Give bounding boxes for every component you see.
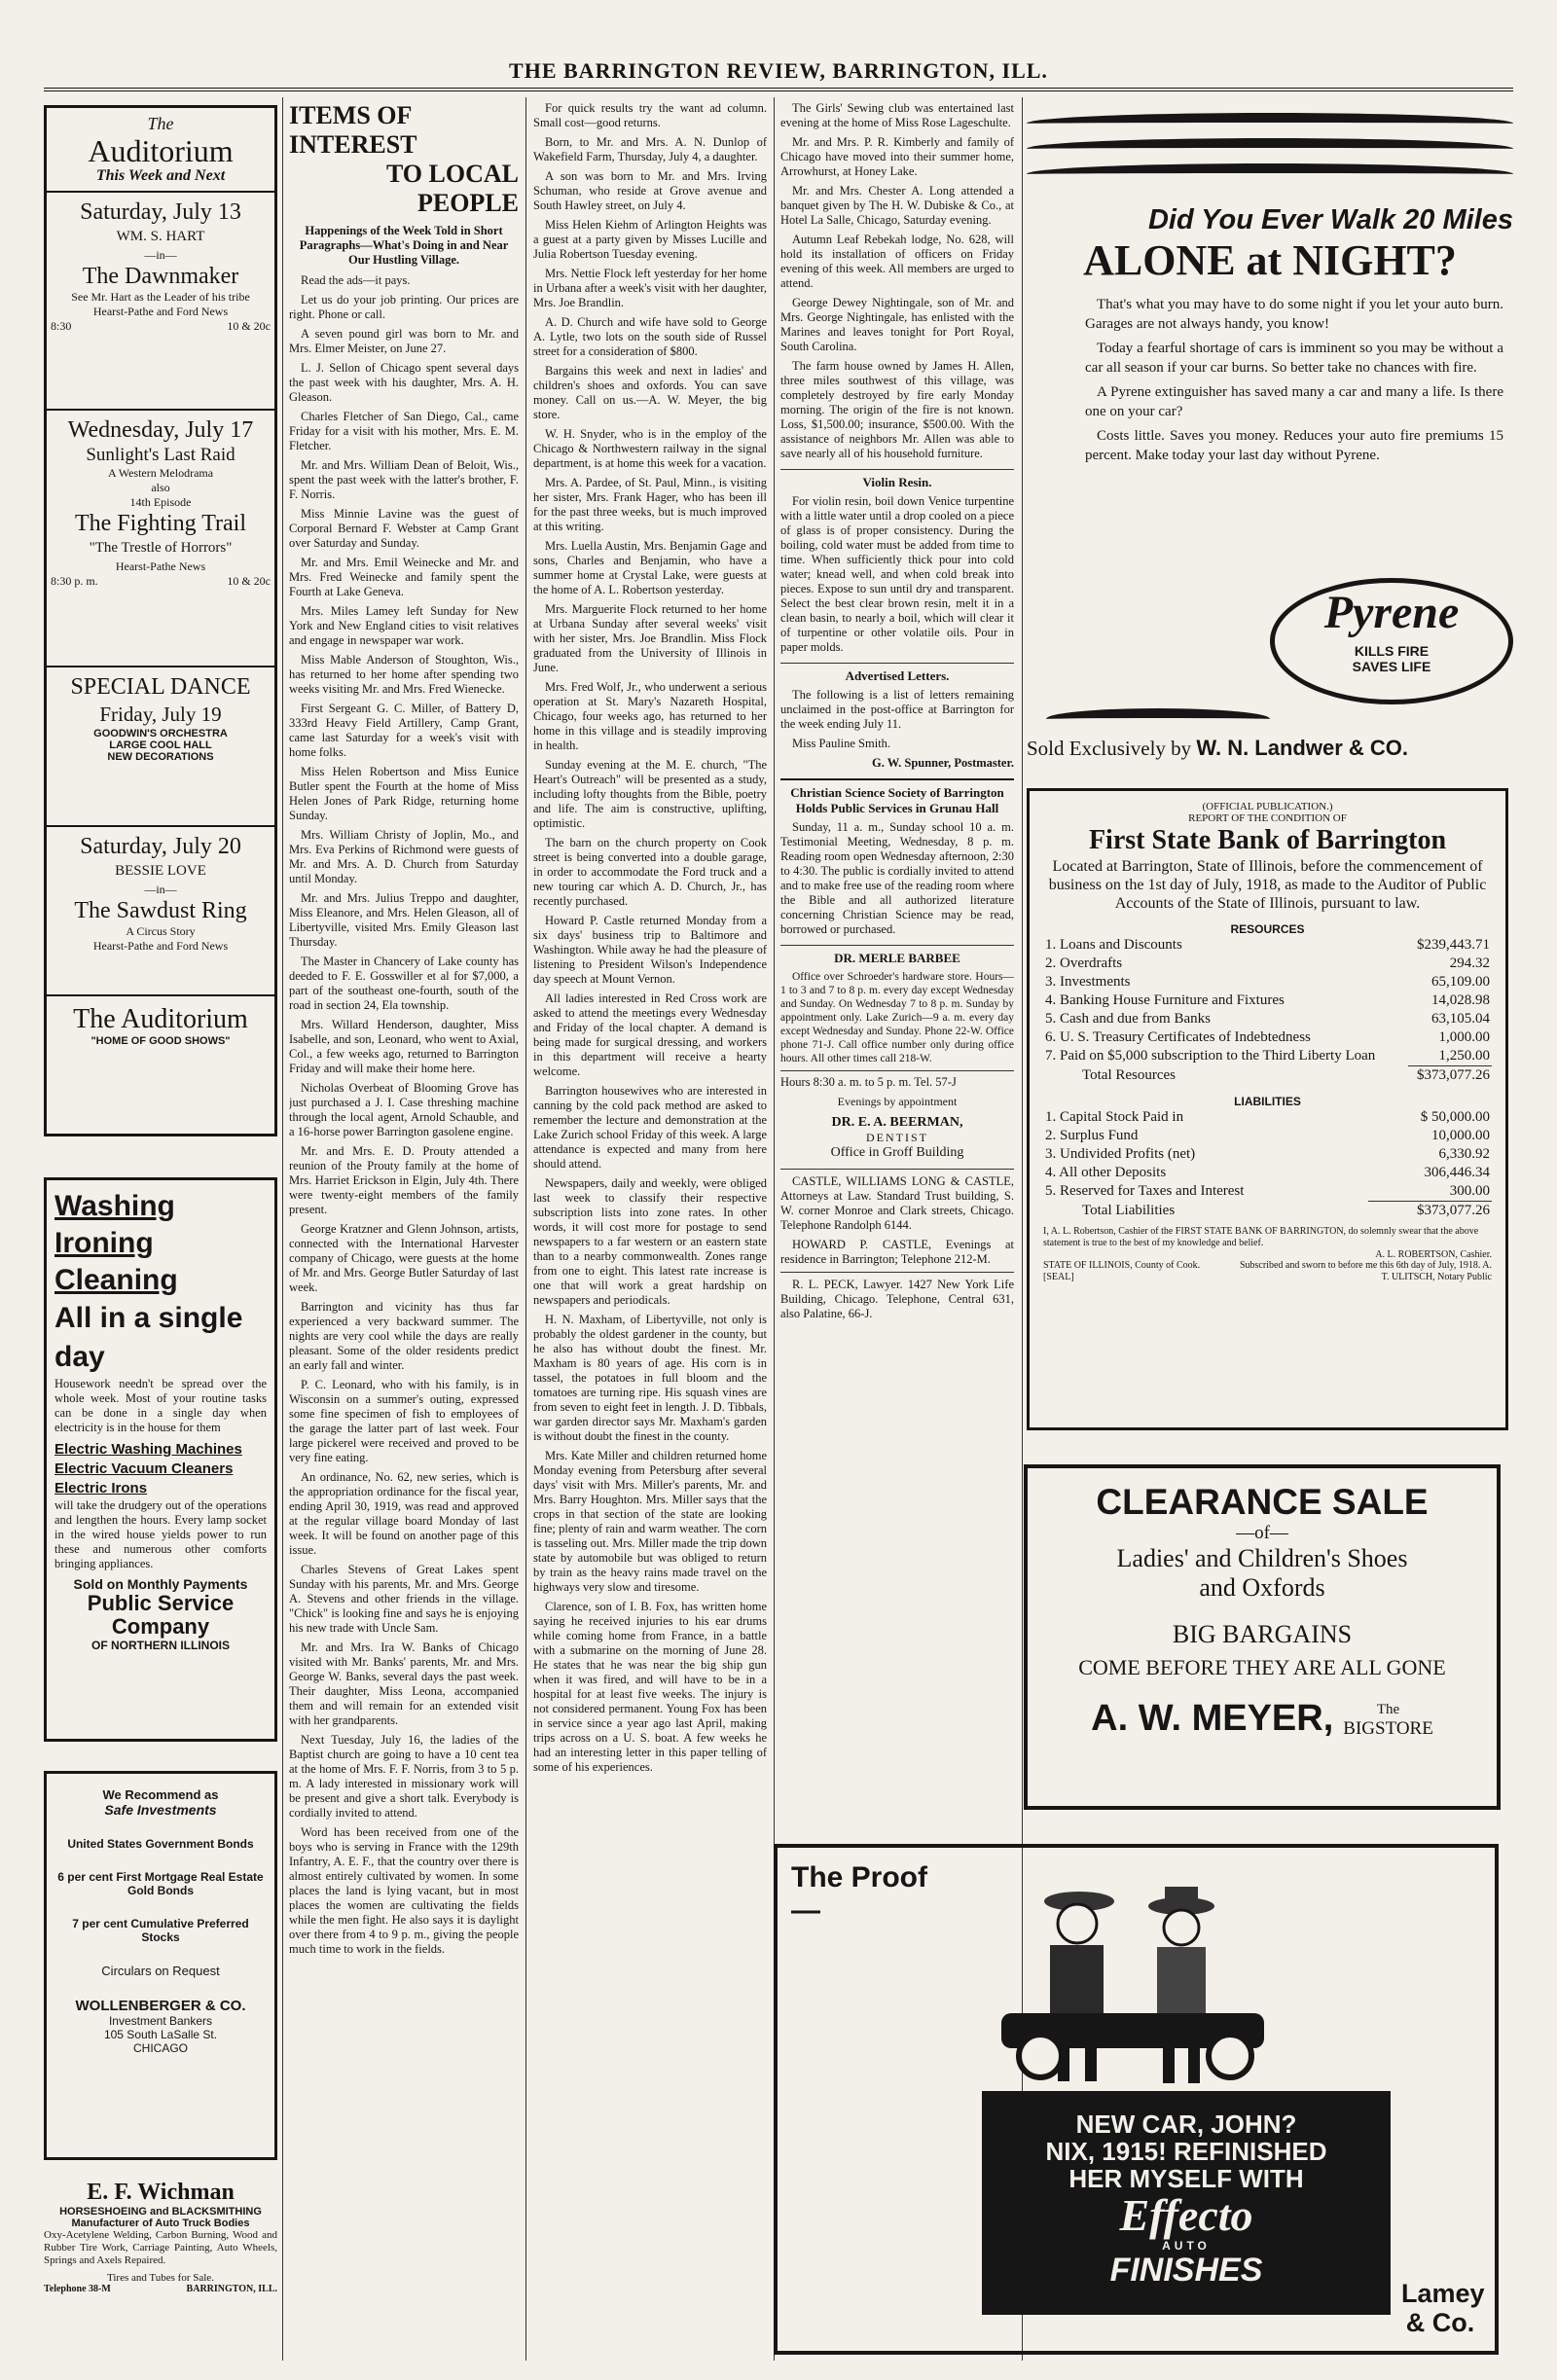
effecto-dealer: Lamey & Co. xyxy=(1401,2279,1485,2337)
wb-city: CHICAGO xyxy=(132,2041,188,2055)
dance-block xyxy=(47,667,274,827)
violin-title: Violin Resin. xyxy=(780,469,1014,490)
table-row xyxy=(1043,1182,1492,1202)
wave-decoration xyxy=(1027,113,1513,134)
effecto-finishes: FINISHES xyxy=(1109,2252,1263,2289)
column-rule xyxy=(525,97,526,2361)
news-paragraph: Mrs. Fred Wolf, Jr., who underwent a serious operation at St. Mary's Nazareth Hospital, Chicago, four weeks ago, has returned to her home in this village and is steadily improving in health. xyxy=(533,680,767,752)
wichman-contact xyxy=(44,2284,277,2294)
meyer-bigstore: BIGSTORE xyxy=(1343,1718,1433,1739)
barbee-name: DR. MERLE BARBEE xyxy=(780,945,1014,966)
row-value: 300.00 xyxy=(1449,1183,1490,1199)
news-paragraph: Howard P. Castle returned Monday from a six days' business trip to Baltimore and Washington. While away he had the pleasure of listening to President Wilson's Independence day speech at Mount Vernon. xyxy=(533,914,767,986)
news-paragraph: All ladies interested in Red Cross work are asked to attend the meetings every Wednesday and Friday of the local chapter. A demand is being made for surgical dressing, and workers in this department will receive a hearty welcome. xyxy=(533,992,767,1078)
table-row xyxy=(1043,1127,1492,1145)
dance-orchestra: GOODWIN'S ORCHESTRA xyxy=(93,728,228,739)
dance-date: Friday, July 19 xyxy=(99,703,222,726)
show-title: The Sawdust Ring xyxy=(74,898,247,923)
items-column xyxy=(289,101,519,2368)
show-note: 14th Episode xyxy=(129,495,192,509)
ps-headline: Washing xyxy=(54,1190,175,1222)
table-row xyxy=(1043,1028,1492,1047)
meyer-the: The xyxy=(1376,1702,1400,1717)
news-paragraph: Mrs. Willard Henderson, daughter, Miss Isabelle, and son, Leonard, who went to Axial, Col., a few weeks ago, returned to Barrington Friday and will make their home here. xyxy=(289,1018,519,1075)
news-paragraph: For quick results try the want ad column. Small cost—good returns. xyxy=(533,101,767,129)
show-in: —in— xyxy=(144,883,177,896)
news-paragraph: A seven pound girl was born to Mr. and Mrs. Elmer Meister, on June 27. xyxy=(289,327,519,355)
liabilities-title: LIABILITIES xyxy=(1234,1095,1301,1108)
news-paragraph: Mr. and Mrs. P. R. Kimberly and family of Chicago have moved into their summer home, Arrowhurst, at Honey Lake. xyxy=(780,135,1014,178)
beerman-title: DENTIST xyxy=(866,1131,928,1144)
bank-affidavit: I, A. L. Robertson, Cashier of the FIRST STATE BANK OF BARRINGTON, do solemnly swear that the above statement is true to the best of my knowledge and belief. xyxy=(1043,1226,1479,1248)
beerman-name: DR. E. A. BEERMAN, xyxy=(831,1115,963,1130)
ps-text: will take the drudgery out of the operations and lengthen the hours. Every lamp socket in the wired house yields power to run these and numerous other comforts bringing appliances. xyxy=(54,1498,267,1570)
bank-name: First State Bank of Barrington xyxy=(1088,825,1447,855)
ps-company: Public Service Company xyxy=(87,1591,235,1639)
meyer-ad xyxy=(1024,1464,1501,1810)
row-value: $239,443.71 xyxy=(1417,937,1490,953)
column-three-body xyxy=(533,101,767,1775)
resources-total-row xyxy=(1043,1066,1492,1086)
row-value: 294.32 xyxy=(1449,956,1490,971)
row-label: 1. Loans and Discounts xyxy=(1045,937,1182,953)
dance-hall: LARGE COOL HALL xyxy=(109,739,212,751)
show-time-row xyxy=(51,574,271,589)
sale-bargains: BIG BARGAINS xyxy=(1172,1620,1353,1648)
resources-total: $373,077.26 xyxy=(1408,1066,1492,1086)
wb-intro: We Recommend as xyxy=(102,1787,219,1802)
show-note: A Circus Story xyxy=(126,924,196,938)
bank-official: (OFFICIAL PUBLICATION.) xyxy=(1202,801,1333,812)
auditorium-subtitle: This Week and Next xyxy=(95,167,226,184)
beerman-office: Office in Groff Building xyxy=(830,1145,964,1160)
row-label: 4. All other Deposits xyxy=(1045,1165,1167,1180)
bank-intro: Located at Barrington, State of Illinois, before the commencement of business on the 1st day of July, 1918, as made to the Auditor of Public Accounts of the State of Illinois, pursuant to law. xyxy=(1048,858,1487,912)
news-paragraph: Mrs. Kate Miller and children returned home Monday evening from Petersburg after several days' visit with Mrs. Miller's parents, Mr. and Mrs. Barry Houghton. Mrs. Miller says that the crops in that section of the state are looking fine; plenty of rain and warm weather. The corn is tasseling out. Mrs. Miller made the trip down state by automobile but was obliged to return by train as the heavy rains made travel on the highways very slow and tiresome. xyxy=(533,1449,767,1594)
column-three xyxy=(533,101,767,2368)
dance-title: SPECIAL DANCE xyxy=(70,674,251,700)
row-label: 2. Surplus Fund xyxy=(1045,1128,1139,1143)
news-paragraph: W. H. Snyder, who is in the employ of the Chicago & Northwestern railway in the signal department, is at home this week for a vacation. xyxy=(533,427,767,470)
pyrene-sold-label: Sold Exclusively by xyxy=(1027,737,1192,760)
show-block xyxy=(47,827,274,996)
show-date: Saturday, July 20 xyxy=(80,834,241,859)
news-paragraph: Miss Helen Robertson and Miss Eunice Butler spent the Fourth at the home of Miss Helen Jones of Park Ridge, returning home Sunday. xyxy=(289,765,519,822)
items-kicker: Happenings of the Week Told in Short Paragraphs—What's Doing in and Near Our Hustling Village. xyxy=(299,224,509,267)
wb-address: 105 South LaSalle St. xyxy=(103,2028,218,2041)
news-paragraph: Miss Mable Anderson of Stoughton, Wis., has returned to her home after spending two weeks visiting Mr. and Mrs. Fred Wienecke. xyxy=(289,653,519,696)
cs-text: Sunday, 11 a. m., Sunday school 10 a. m. Testimonial Meeting, Wednesday, 8 p. m. Reading room open Wednesday afternoon, 2:30 to 4:30. The public is cordially invited to attend and to make free use of the reading room where the Bible and all authorized literature concerning Christian Science may be read, borrowed or purchased. xyxy=(780,820,1014,936)
wichman-name: E. F. Wichman xyxy=(87,2180,235,2205)
wb-item: United States Government Bonds xyxy=(67,1837,254,1851)
row-value: 65,109.00 xyxy=(1431,974,1490,990)
news-paragraph: Barrington housewives who are interested in canning by the cold pack method are asked to remember the lecture and demonstration at the Lake Zurich school Friday of this week. A large attendance is expected and many from here should attend. xyxy=(533,1084,767,1171)
sale-of: —of— xyxy=(1236,1523,1288,1543)
beerman-eve: Evenings by appointment xyxy=(837,1095,958,1108)
effecto-line: HER MYSELF WITH xyxy=(1068,2164,1304,2193)
pyrene-logo-tag: SAVES LIFE xyxy=(1352,659,1431,674)
wb-item: 7 per cent Cumulative Preferred Stocks xyxy=(72,1917,249,1944)
items-headline: TO LOCAL PEOPLE xyxy=(385,160,519,217)
news-paragraph: Read the ads—it pays. xyxy=(301,273,411,287)
table-row xyxy=(1043,1145,1492,1164)
news-paragraph: Autumn Leaf Rebekah lodge, No. 628, will hold its installation of officers on Friday evening of this week. All members are urged to attend. xyxy=(780,233,1014,290)
table-row xyxy=(1043,936,1492,955)
show-block xyxy=(47,411,274,667)
table-row xyxy=(1043,1164,1492,1182)
show-note: See Mr. Hart as the Leader of his tribe xyxy=(71,290,250,304)
effecto-auto: AUTO xyxy=(1162,2239,1211,2253)
wichman-tires: Tires and Tubes for Sale. xyxy=(107,2272,214,2284)
row-label: 7. Paid on $5,000 subscription to the Third Liberty Loan xyxy=(1045,1048,1376,1064)
ps-item: Electric Vacuum Cleaners xyxy=(54,1460,234,1477)
ps-item: Electric Washing Machines xyxy=(54,1441,242,1458)
news-paragraph: Charles Stevens of Great Lakes spent Sunday with his parents, Mr. and Mrs. George A. Stevens and other friends in the village. "Chick" is looking fine and says he is enjoying his new trade with Uncle Sam. xyxy=(289,1563,519,1635)
meyer-store xyxy=(1343,1702,1433,1740)
row-label: 4. Banking House Furniture and Fixtures xyxy=(1045,992,1285,1008)
auditorium-header xyxy=(47,108,274,193)
bank-seal: [SEAL] xyxy=(1043,1272,1074,1282)
pyrene-paragraph: A Pyrene extinguisher has saved many a car and many a life. Is there one on your car? xyxy=(1085,384,1503,419)
news-paragraph: George Dewey Nightingale, son of Mr. and Mrs. George Nightingale, has enlisted with the Marines and leaves tonight for Port Royal, South Carolina. xyxy=(780,296,1014,353)
liabilities-table xyxy=(1043,1108,1492,1220)
wave-decoration xyxy=(1046,708,1270,730)
news-paragraph: Let us do your job printing. Our prices are right. Phone or call. xyxy=(289,293,519,321)
news-paragraph: Barrington and vicinity has thus far experienced a very backward summer. The nights are very cool while the days are really pleasant. Some of the older residents predict an early fall and winter. xyxy=(289,1300,519,1372)
show-date: Saturday, July 13 xyxy=(80,199,241,225)
beerman-hours: Hours 8:30 a. m. to 5 p. m. Tel. 57-J xyxy=(780,1070,1014,1090)
sale-line: Ladies' and Children's Shoes xyxy=(1116,1544,1408,1572)
auditorium-footer xyxy=(47,996,274,1055)
letters-title: Advertised Letters. xyxy=(780,663,1014,684)
meyer-name: A. W. MEYER, xyxy=(1091,1698,1334,1739)
wb-intro2: Safe Investments xyxy=(104,1802,217,1818)
news-paragraph: Mrs. Luella Austin, Mrs. Benjamin Gage and sons, Charles and Benjamin, who have a summer home at Crystal Lake, were guests at the home of A. L. Robertson yesterday. xyxy=(533,539,767,596)
pyrene-seller: W. N. Landwer & CO. xyxy=(1196,736,1408,760)
row-value: 6,330.92 xyxy=(1438,1146,1490,1162)
pyrene-paragraph: That's what you may have to do some night if you let your auto burn. Garages are not always handy, you know! xyxy=(1085,297,1503,332)
row-label: 3. Investments xyxy=(1045,974,1131,990)
news-paragraph: Bargains this week and next in ladies' and children's shoes and oxfords. You can save money. Call on us.—A. W. Meyer, the big store. xyxy=(533,364,767,421)
news-paragraph: Mr. and Mrs. Julius Treppo and daughter, Miss Eleanore, and Mrs. Helen Gleason, all of Libertyville, visited Mrs. Emily Gleason last Thursday. xyxy=(289,891,519,949)
bank-cashier: A. L. ROBERTSON, Cashier. xyxy=(1375,1249,1492,1260)
column-rule xyxy=(282,97,283,2361)
row-value: 14,028.98 xyxy=(1431,992,1490,1008)
sale-line: and Oxfords xyxy=(1199,1573,1325,1602)
resources-title: RESOURCES xyxy=(1230,922,1305,936)
show-time: 8:30 p. m. xyxy=(51,574,98,588)
liabilities-total: $373,077.26 xyxy=(1368,1202,1492,1221)
sale-come: COME BEFORE THEY ARE ALL GONE xyxy=(1078,1655,1446,1679)
news-paragraph: A. D. Church and wife have sold to George A. Lytle, two lots on the south side of Russel street for a consideration of $800. xyxy=(533,315,767,358)
news-paragraph: An ordinance, No. 62, new series, which is the appropriation ordinance for the fiscal year, ending April 30, 1919, was read and approved at the regular village board Monday of last week. It will be found on another page of this issue. xyxy=(289,1470,519,1557)
liabilities-total-label: Total Liabilities xyxy=(1082,1202,1176,1218)
pyrene-logo-text: Pyrene xyxy=(1323,587,1460,638)
show-time: 8:30 xyxy=(51,319,72,333)
figure-right xyxy=(1148,1887,1214,2083)
car-illustration xyxy=(962,1867,1284,2091)
ps-text: Housework needn't be spread over the whole week. Most of your routine tasks can be done in a single day when electricity is in the house for them xyxy=(54,1377,267,1434)
masthead: THE BARRINGTON REVIEW, BARRINGTON, ILL. xyxy=(44,58,1513,91)
row-label: 3. Undivided Profits (net) xyxy=(1045,1146,1196,1162)
row-label: 1. Capital Stock Paid in xyxy=(1045,1109,1184,1125)
pyrene-headline: Did You Ever Walk 20 Miles xyxy=(1147,204,1513,235)
ps-slogan: All in a single day xyxy=(54,1302,243,1373)
bank-state: STATE OF ILLINOIS, County of Cook. xyxy=(1043,1260,1201,1271)
wichman-trade: HORSESHOEING and BLACKSMITHING xyxy=(59,2206,262,2218)
castle-text: CASTLE, WILLIAMS LONG & CASTLE, Attorneys at Law. Standard Trust building, S. W. corner Monroe and Clark streets, Chicago. Telephone Randolph 6144. xyxy=(780,1169,1014,1233)
show-block xyxy=(47,193,274,411)
show-date: Wednesday, July 17 xyxy=(67,417,254,443)
news-paragraph: Newspapers, daily and weekly, were obliged last week to classify their respective subscription lists into zone rates. In other words, it will cost more for postage to send newspapers to a far western or an eastern state than to a nearby commonwealth. Zones range from one to eight. This latest rate increase is one that will work a great hardship on newspapers and periodicals. xyxy=(533,1176,767,1307)
effecto-ad xyxy=(774,1844,1499,2355)
sale-title: CLEARANCE SALE xyxy=(1096,1482,1429,1522)
news-paragraph: Mrs. Miles Lamey left Sunday for New York and New England cities to visit relatives and engage in newspaper war work. xyxy=(289,604,519,647)
items-headline: ITEMS OF INTEREST xyxy=(289,101,417,159)
wichman-text: Oxy-Acetylene Welding, Carbon Burning, Wood and Rubber Tire Work, Carriage Painting, Auto Wheels, Springs and Axels Repaired. xyxy=(44,2229,277,2266)
show-time-row xyxy=(51,319,271,334)
wichman-ad xyxy=(44,2180,277,2355)
news-paragraph: Next Tuesday, July 16, the ladies of the Baptist church are going to have a 10 cent tea at the home of Mrs. F. F. Norris, from 3 to 5 p. m. A lady interested in missionary work will be present and give a short talk. Everybody is cordially invited to attend. xyxy=(289,1733,519,1820)
show-star: WM. S. HART xyxy=(116,229,205,244)
bank-notary: Subscribed and sworn to before me this 6th day of July, 1918. A. T. ULITSCH, Notary Public xyxy=(1239,1260,1492,1282)
wb-item: 6 per cent First Mortgage Real Estate Gold Bonds xyxy=(57,1870,264,1897)
letters-name: Miss Pauline Smith. xyxy=(792,737,891,750)
resources-total-label: Total Resources xyxy=(1082,1066,1177,1083)
news-paragraph: Mr. and Mrs. Chester A. Long attended a banquet given by The H. W. Dubiske & Co., at Hotel La Salle, Chicago, Saturday evening. xyxy=(780,184,1014,227)
news-paragraph: George Kratzner and Glenn Johnson, artists, connected with the International Harvester company of Chicago, were guests at the home of Mr. and Mrs. George Butler Saturday of last week. xyxy=(289,1222,519,1294)
peck-text: R. L. PECK, Lawyer. 1427 New York Life Building, Chicago. Telephone, Central 631, also Palatine, 66-J. xyxy=(780,1272,1014,1321)
items-body xyxy=(289,273,519,1957)
bank-state-block xyxy=(1043,1260,1209,1283)
news-paragraph: First Sergeant G. C. Miller, of Battery D, 333rd Heavy Field Artillery, Camp Grant, came last Saturday for a week's visit with home folks. xyxy=(289,702,519,759)
table-row xyxy=(1043,955,1492,973)
pyrene-logo-tag: KILLS FIRE xyxy=(1354,643,1430,659)
letters-text: The following is a list of letters remaining unclaimed in the post-office at Barrington for the week ending July 11. xyxy=(780,688,1014,731)
meyer-signature xyxy=(1041,1698,1483,1740)
row-value: 1,000.00 xyxy=(1438,1029,1490,1045)
show-title: The Fighting Trail xyxy=(74,511,247,536)
auditorium-footer-tag: "HOME OF GOOD SHOWS" xyxy=(91,1035,231,1047)
wb-name: WOLLENBERGER & CO. xyxy=(75,1998,246,2014)
show-title: The Dawnmaker xyxy=(82,264,239,289)
wave-decoration xyxy=(1027,163,1513,185)
wave-decoration xyxy=(1027,138,1513,160)
pyrene-ad xyxy=(1027,101,1513,773)
ps-region: OF NORTHERN ILLINOIS xyxy=(91,1639,230,1652)
table-row xyxy=(1043,973,1492,992)
news-paragraph: The farm house owned by James H. Allen, three miles southwest of this village, was completely destroyed by fire early Monday morning. The origin of the fire is not known. Loss, $1,500.00; insurance, $500.00. With the assistance of neighbors Mr. Allen was able to save nearly all of his household furniture. xyxy=(780,359,1014,460)
wollenberger-ad xyxy=(44,1771,277,2160)
show-in: —in— xyxy=(144,248,177,262)
wichman-town: BARRINGTON, ILL. xyxy=(186,2284,277,2294)
cs-title: Christian Science Society of Barrington Holds Public Services in Grunau Hall xyxy=(780,778,1014,816)
news-paragraph: Mr. and Mrs. Emil Weinecke and Mr. and Mrs. Fred Weinecke and family spent the Fourth at Lake Geneva. xyxy=(289,556,519,598)
show-price: 10 & 20c xyxy=(227,574,271,588)
pyrene-paragraph: Today a fearful shortage of cars is imminent so you may be without a car all season if your car burns. So better take no chances with fire. xyxy=(1085,341,1503,376)
column-four-body xyxy=(780,101,1014,461)
wb-type: Investment Bankers xyxy=(108,2014,213,2028)
barbee-text: Office over Schroeder's hardware store. Hours—1 to 3 and 7 to 8 p. m. every day except Wednesday and Sunday. On Wednesday 7 to 8 p. m. Sunday by appointment only. Lake Zurich—9 a. m. every day except Wednesday and Sunday. Phone 22-W. Office phone 71-J. Call office number only during office hours. All other times call 218-W. xyxy=(780,971,1014,1064)
news-paragraph: Miss Minnie Lavine was the guest of Corporal Bernard F. Webster at Camp Grant over Saturday and Sunday. xyxy=(289,507,519,550)
ps-terms: Sold on Monthly Payments xyxy=(73,1576,248,1592)
news-paragraph: Mrs. William Christy of Joplin, Mo., and Mrs. Eva Perkins of Richmond were guests of Mr. and Mrs. A. D. Church from Saturday until Monday. xyxy=(289,828,519,885)
news-paragraph: P. C. Leonard, who with his family, is in Wisconsin on a summer's outing, expressed some fine specimen of fish to employees of the garage the latter part of last week. Four large pickerel were received and proved to be very fine eating. xyxy=(289,1378,519,1464)
news-paragraph: The Master in Chancery of Lake county has deeded to F. E. Gosswiller et al for $7,000, a part of the southeast one-fourth, south of the road in section 24, Ela township. xyxy=(289,955,519,1012)
news-paragraph: L. J. Sellon of Chicago spent several days the past week with his daughter, Mrs. A. H. Gleason. xyxy=(289,361,519,404)
public-service-ad xyxy=(44,1177,277,1742)
news-paragraph: Mr. and Mrs. Ira W. Banks of Chicago visited with Mr. Banks' parents, Mr. and Mrs. George W. Banks, several days the past week. Their daughter, Miss Leona, accompanied them and will remain for an extended visit with her grandparents. xyxy=(289,1641,519,1727)
news-paragraph: Miss Helen Kiehm of Arlington Heights was a guest at a party given by Misses Lucille and Julia Robertson Tuesday evening. xyxy=(533,218,767,261)
postmaster: G. W. Spunner, Postmaster. xyxy=(872,756,1014,770)
row-label: 5. Reserved for Taxes and Interest xyxy=(1045,1183,1245,1200)
news-paragraph: Mrs. Marguerite Flock returned to her home at Urbana Sunday after several weeks' visit with her sister, Mrs. Joe Brandlin. Miss Flock graduated from the University of Illinois in June. xyxy=(533,602,767,674)
news-paragraph: Clarence, son of I. B. Fox, has written home saying he received injuries to his ear drums while coming home from France, in a battle with a submarine on the morning of June 28. He states that he was near the big ship gun when it was fired, and will have to be in a hospital for at least five weeks. The injury is not considered permanent. Young Fox has been in service since a year ago last April, making trips across on a U. S. boat. A few weeks he had an interesting letter in this paper telling of some of his experiences. xyxy=(533,1600,767,1774)
show-news: Hearst-Pathe and Ford News xyxy=(92,939,229,953)
news-paragraph: Nicholas Overbeat of Blooming Grove has just purchased a J. I. Case threshing machine through the local agent, Arnold Schauble, and a 16-horse power Barrington gasolene engine. xyxy=(289,1081,519,1138)
news-paragraph: Mr. and Mrs. William Dean of Beloit, Wis., spent the past week with the latter's brother, F. F. Norris. xyxy=(289,458,519,501)
column-four xyxy=(780,101,1014,1697)
bank-report: REPORT OF THE CONDITION OF xyxy=(1188,812,1347,824)
pyrene-sold xyxy=(1027,736,1513,761)
wichman-phone: Telephone 38-M xyxy=(44,2284,111,2294)
pyrene-logo xyxy=(1270,578,1513,704)
car-icon xyxy=(1001,2013,1264,2077)
ps-headline: Ironing xyxy=(54,1227,154,1259)
row-label: 5. Cash and due from Banks xyxy=(1045,1011,1211,1027)
ps-item: Electric Irons xyxy=(54,1480,148,1497)
show-note: A Western Melodrama xyxy=(107,466,214,480)
news-paragraph: A son was born to Mr. and Mrs. Irving Schuman, who reside at Grove avenue and South Hawley street, on July 4. xyxy=(533,169,767,212)
effecto-line: NEW CAR, JOHN? xyxy=(1075,2110,1297,2139)
auditorium-footer-name: The Auditorium xyxy=(73,1004,248,1034)
effecto-line: NIX, 1915! REFINISHED xyxy=(1045,2137,1327,2166)
row-value: 306,446.34 xyxy=(1424,1165,1490,1180)
table-row xyxy=(1043,1010,1492,1028)
show-subtitle: "The Trestle of Horrors" xyxy=(89,540,233,556)
dance-decorations: NEW DECORATIONS xyxy=(107,751,214,763)
news-paragraph: Mrs. A. Pardee, of St. Paul, Minn., is visiting her sister, Mrs. Frank Hager, who has been ill for the past three weeks, but is much improved at this writing. xyxy=(533,476,767,533)
bank-notary-row xyxy=(1043,1260,1492,1283)
effecto-proof: The Proof— xyxy=(791,1861,927,1927)
show-title: Sunlight's Last Raid xyxy=(86,445,235,465)
row-value: 63,105.04 xyxy=(1431,1011,1490,1027)
news-paragraph: H. N. Maxham, of Libertyville, not only is probably the oldest gardener in the county, but he also has without doubt the finest. Mr. Maxham is 80 years of age. His corn is in tassel, the potatoes in full bloom and the tomatoes are turning ripe. His squash vines are from seven to eight feet in length. J. D. Tibbals, war garden director says Mr. Maxham's garden is without doubt the finest in the county. xyxy=(533,1313,767,1443)
show-news: Hearst-Pathe and Ford News xyxy=(92,305,229,318)
wb-circulars: Circulars on Request xyxy=(101,1964,220,1978)
ps-headline: Cleaning xyxy=(54,1264,178,1296)
news-paragraph: Sunday evening at the M. E. church, "The Heart's Outreach" will be presented as a study, including lofty thoughts from the Bible, poetry and life. The aim is constructive, uplifting, optimistic. xyxy=(533,758,767,830)
auditorium-ad xyxy=(44,105,277,1136)
auditorium-title: Auditorium xyxy=(88,133,234,168)
news-paragraph: The Girls' Sewing club was entertained last evening at the home of Miss Rose Lageschulte. xyxy=(780,101,1014,129)
resources-table xyxy=(1043,936,1492,1085)
violin-text: For violin resin, boil down Venice turpentine with a little water until a drop cooled on a piece of glass is of proper consistency. During the boiling, cold water must be added from time to time. When sufficiently thick pour into cold water; knead well, and when cold break into pieces. Expose to sun until dry and transparent. Select the best clear brown resin, melt it in a clean basin, to nearly a boil, which will clear it of turpentine or other volatile oils. Pour in paper molds. xyxy=(780,494,1014,654)
pyrene-headline2: ALONE at NIGHT? xyxy=(1083,236,1457,284)
table-row xyxy=(1043,992,1492,1010)
castle-home: HOWARD P. CASTLE, Evenings at residence in Barrington; Telephone 212-M. xyxy=(780,1238,1014,1266)
news-paragraph: Charles Fletcher of San Diego, Cal., came Friday for a visit with his mother, Mrs. E. M. Fletcher. xyxy=(289,410,519,452)
liabilities-total-row xyxy=(1043,1202,1492,1221)
row-value: $ 50,000.00 xyxy=(1420,1109,1490,1125)
effecto-panel xyxy=(982,2091,1391,2315)
row-label: 2. Overdrafts xyxy=(1045,956,1123,971)
show-price: 10 & 20c xyxy=(227,319,271,333)
table-row xyxy=(1043,1047,1492,1066)
news-paragraph: Mrs. Nettie Flock left yesterday for her home in Urbana after a week's visit with her daughter, Mrs. Joe Brandlin. xyxy=(533,267,767,309)
bank-statement xyxy=(1027,788,1508,1430)
news-paragraph: Mr. and Mrs. E. D. Prouty attended a reunion of the Prouty family at the home of Mrs. Harriet Erickson in Elgin, July 4th. There were twenty-eight members of the family present. xyxy=(289,1144,519,1216)
show-news: Hearst-Pathe News xyxy=(115,559,206,573)
pyrene-paragraph: Costs little. Saves you money. Reduces your auto fire premiums 15 percent. Make today your last day without Pyrene. xyxy=(1085,428,1503,463)
row-value: 1,250.00 xyxy=(1438,1048,1490,1064)
show-star: BESSIE LOVE xyxy=(115,863,206,879)
auditorium-the: The xyxy=(147,114,174,133)
news-paragraph: The barn on the church property on Cook street is being converted into a double garage, in order to accommodate the Ford truck and a new touring car which A. D. Church, Jr., has recently purchased. xyxy=(533,836,767,908)
news-paragraph: Word has been received from one of the boys who is serving in France with the 129th Infantry, A. E. F., that the country over there is almost entirely cultivated by women. In some places the land is lying vacant, but in most places the women are cultivating the fields while the men fight. He also says it is daylight over there from 4 to 9 p. m., giving the people much time to work in the fields. xyxy=(289,1825,519,1956)
table-row xyxy=(1043,1108,1492,1127)
pyrene-body xyxy=(1027,285,1513,465)
show-note: also xyxy=(151,481,170,494)
row-value: 10,000.00 xyxy=(1431,1128,1490,1143)
row-label: 6. U. S. Treasury Certificates of Indebtedness xyxy=(1045,1029,1311,1045)
wichman-line2: Manufacturer of Auto Truck Bodies xyxy=(71,2218,250,2229)
effecto-brand: Effecto xyxy=(1119,2190,1253,2240)
news-paragraph: Born, to Mr. and Mrs. A. N. Dunlop of Wakefield Farm, Thursday, July 4, a daughter. xyxy=(533,135,767,163)
